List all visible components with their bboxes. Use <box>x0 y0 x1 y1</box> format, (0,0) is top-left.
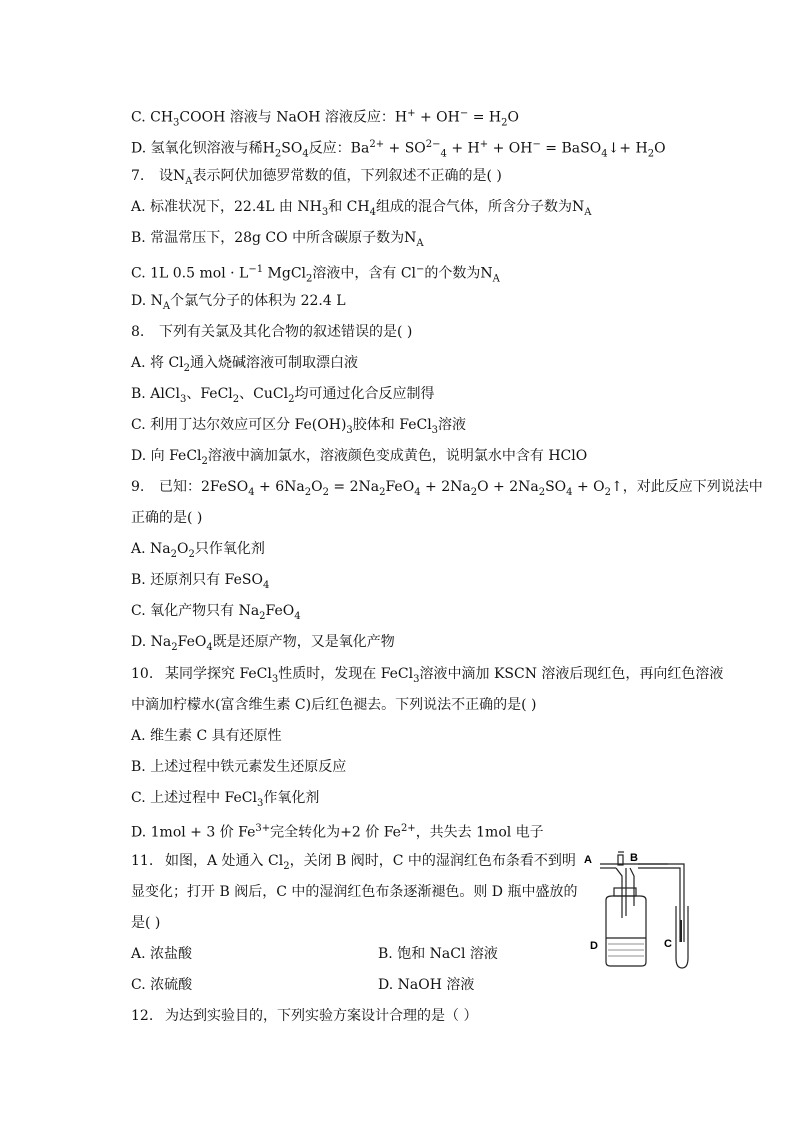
question-number: 11. <box>131 853 154 869</box>
q7-option-b: B. 常温常压下，28g CO 中所含碳原子数为$N_A$ <box>131 230 424 249</box>
question-number: 8. <box>131 324 145 340</box>
q11-option-a: A. 浓盐酸 <box>131 946 193 962</box>
q11-option-c: C. 浓硫酸 <box>131 977 193 993</box>
q9-option-a: A. $Na_2O_2$只作氧化剂 <box>131 541 265 560</box>
question-number: 12. <box>131 1008 154 1024</box>
q7-stem: 7. 设$N_A$表示阿伏加德罗常数的值，下列叙述不正确的是( ) <box>131 168 502 187</box>
q7-option-d: D. $N_A$个氯气分子的体积为 22.4 L <box>131 293 346 312</box>
q11-option-d: D. NaOH 溶液 <box>378 977 475 993</box>
question-number: 7. <box>131 168 145 184</box>
q11-stem-line3: 是( ) <box>131 915 161 931</box>
q10-stem-line2: 中滴加柠檬水(富含维生素 C)后红色褪去。下列说法不正确的是( ) <box>131 697 537 713</box>
option-label: D. <box>131 140 147 157</box>
option-label: C. <box>131 109 146 126</box>
q8-option-c: C. 利用丁达尔效应可区分 $Fe(OH)_3$胶体和 FeCl$_3$溶液 <box>131 417 467 436</box>
q10-stem-line1: 10. 某同学探究 FeCl$_3$性质时，发现在 FeCl$_3$溶液中滴加 KSCN 溶液后现红色，再向红色溶液 <box>131 666 724 685</box>
question-number: 10. <box>131 666 154 682</box>
q9-option-d: D. $Na_2FeO_4$既是还原产物，又是氧化产物 <box>131 634 395 653</box>
fig-label-d: D <box>590 940 598 952</box>
fig-label-a: A <box>584 854 592 866</box>
q9-option-c: C. 氧化产物只有 $Na_2FeO_4$ <box>131 603 301 622</box>
q10-option-a: A. 维生素 C 具有还原性 <box>131 728 282 744</box>
q8-option-b: B. AlCl$_3$、FeCl$_2$、CuCl$_2$均可通过化合反应制得 <box>131 386 435 405</box>
q8-option-d: D. 向 FeCl$_2$溶液中滴加氯水，溶液颜色变成黄色，说明氯水中含有 HClO <box>131 448 588 467</box>
q11-apparatus-figure <box>578 846 698 970</box>
q11-stem-line1: 11. 如图，A 处通入 $Cl_2$，关闭 B 阀时，C 中的湿润红色布条看不到明 <box>131 853 576 872</box>
q9-stem-line1: 9. 已知：2FeSO$_4$ + $6Na_2O_2 = 2Na_2FeO_4 + 2Na_2O + 2Na_2SO_4$ + $O_2↑$，对此反应下列说法中 <box>131 479 763 498</box>
q12-stem: 12. 为达到实验目的，下列实验方案设计合理的是（ ） <box>131 1008 478 1024</box>
fig-label-b: B <box>630 852 638 864</box>
q8-stem: 8. 下列有关氯及其化合物的叙述错误的是( ) <box>131 324 413 340</box>
q6-option-d: D. 氢氧化钡溶液与稀$H_2SO_4$反应：$Ba^{2+} + SO^{2-}_4 + H^+ + OH^-$ = BaSO$_4$↓+ $H_2O$ <box>131 139 666 160</box>
q11-stem-line2: 显变化；打开 B 阀后，C 中的湿润红色布条逐渐褪色。则 D 瓶中盛放的 <box>131 884 578 900</box>
q6-option-c: C. $CH_3COOH$ 溶液与 NaOH 溶液反应：$H^+ + OH^- = H_2O$ <box>131 108 519 129</box>
q7-option-c: C. 1L 0.5 mol · $L^{-1}$ MgCl$_2$溶液中，含有 Cl−的个数为$N_A$ <box>131 264 500 285</box>
q10-option-d: D. 1mol + 3 价 $Fe^{3+}$完全转化为+2 价 $Fe^{2+}$，共失去 1mol 电子 <box>131 823 544 841</box>
question-number: 9. <box>131 479 145 495</box>
q7-option-a: A. 标准状况下，22.4L 由 $NH_3$和 $CH_4$组成的混合气体，所含分子数为$N_A$ <box>131 199 592 218</box>
q10-option-b: B. 上述过程中铁元素发生还原反应 <box>131 759 347 775</box>
q9-option-b: B. 还原剂只有 FeSO$_4$ <box>131 572 270 591</box>
q8-option-a: A. 将 $Cl_2$通入烧碱溶液可制取漂白液 <box>131 355 359 374</box>
q10-option-c: C. 上述过程中 FeCl$_3$作氧化剂 <box>131 790 320 809</box>
q9-stem-line2: 正确的是( ) <box>131 510 203 526</box>
fig-label-c: C <box>664 938 672 950</box>
q11-option-b: B. 饱和 NaCl 溶液 <box>378 946 498 962</box>
